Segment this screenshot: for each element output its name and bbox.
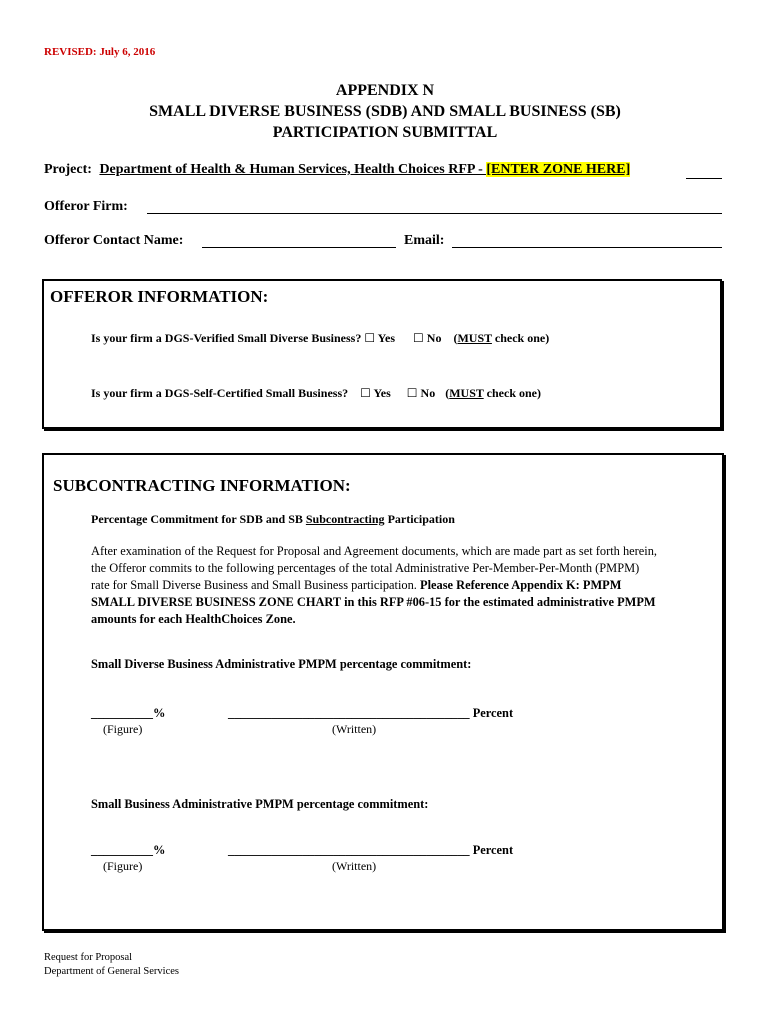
email-field[interactable] (452, 247, 722, 248)
email-label: Email: (404, 233, 445, 248)
commitment-paragraph (91, 543, 657, 628)
sdb-no-checkbox[interactable]: ☐ (413, 331, 424, 345)
para-line-1: After examination of the Request for Proposal and Agreement documents, which are made part as set forth herein, (91, 544, 657, 558)
offeror-firm-label: Offeror Firm: (44, 199, 128, 214)
sb-must-open: ( (445, 386, 450, 400)
sdb-question-text: Is your firm a DGS-Verified Small Diverse Business? (91, 331, 362, 345)
sdb-must-rest: check one) (491, 331, 550, 345)
title-line-3: PARTICIPATION SUBMITTAL (272, 124, 498, 141)
percentage-commitment-heading (91, 512, 455, 527)
sdb-must-open: ( (453, 331, 458, 345)
subcontracting-heading: SUBCONTRACTING INFORMATION: (53, 476, 351, 495)
sb-must: MUST (449, 386, 484, 400)
sb-yes-label: Yes (373, 386, 391, 400)
project-trailing-line (686, 178, 722, 179)
commit-underlined: Subcontracting (305, 512, 385, 526)
offeror-firm-field[interactable] (147, 213, 722, 214)
sdb-must: MUST (457, 331, 492, 345)
para-line-3 (91, 577, 657, 594)
sdb-figure-caption: (Figure) (103, 722, 143, 736)
sdb-no-label: No (426, 331, 442, 345)
sb-no-label: No (420, 386, 436, 400)
footer-line-2: Department of General Services (44, 966, 179, 977)
para-line-4: SMALL DIVERSE BUSINESS ZONE CHART in this RFP #06-15 for the estimated administrative PMPM (91, 595, 656, 609)
sdb-question (91, 331, 549, 346)
sb-figure-caption: (Figure) (103, 859, 143, 873)
commit-prefix: Percentage Commitment for SDB and SB (91, 512, 306, 526)
offeror-information-heading: OFFEROR INFORMATION: (50, 287, 269, 306)
sdb-yes-checkbox[interactable]: ☐ (364, 331, 376, 345)
para-line-2: the Offeror commits to the following percentages of the total Administrative Per-Member-Per-Month (PMPM) (91, 561, 640, 575)
revised-date: REVISED: July 6, 2016 (44, 46, 156, 58)
sb-commitment-label: Small Business Administrative PMPM percentage commitment: (91, 797, 429, 811)
sb-yes-checkbox[interactable]: ☐ (360, 386, 371, 400)
sb-written-field[interactable]: _______________________________________ Percent (228, 843, 514, 857)
page-title (0, 80, 770, 143)
title-line-1: APPENDIX N (335, 82, 435, 99)
para-line-5: amounts for each HealthChoices Zone. (91, 612, 296, 626)
project-value-text: Department of Health & Human Services, Health Choices RFP - (99, 162, 487, 177)
footer (44, 951, 179, 979)
contact-name-field[interactable] (202, 247, 396, 248)
project-value[interactable] (99, 162, 630, 177)
sb-must-rest: check one) (483, 386, 541, 400)
commit-suffix: Participation (384, 512, 455, 526)
title-line-2: SMALL DIVERSE BUSINESS (SDB) AND SMALL BUSINESS (SB) (149, 103, 621, 120)
sb-no-checkbox[interactable]: ☐ (406, 386, 418, 400)
footer-line-1: Request for Proposal (44, 952, 133, 963)
sb-question (91, 386, 541, 401)
para-line-3-bold: Please Reference Appendix K: PMPM (420, 578, 622, 592)
contact-name-label: Offeror Contact Name: (44, 233, 184, 248)
sdb-yes-label: Yes (377, 331, 396, 345)
sdb-commitment-label: Small Diverse Business Administrative PMPM percentage commitment: (91, 657, 472, 671)
para-line-3-normal: rate for Small Diverse Business and Small Business participation. (91, 578, 420, 592)
sdb-written-field[interactable]: _______________________________________ Percent (228, 706, 514, 720)
sb-question-text: Is your firm a DGS-Self-Certified Small Business? (91, 386, 349, 400)
sb-written-caption: (Written) (332, 859, 377, 873)
zone-placeholder[interactable]: [ENTER ZONE HERE] (486, 162, 631, 177)
project-row (44, 162, 630, 178)
sdb-figure-field[interactable]: __________% (91, 706, 166, 720)
sb-figure-field[interactable]: __________% (91, 843, 166, 857)
project-label: Project: (44, 162, 92, 177)
sdb-written-caption: (Written) (332, 722, 377, 736)
